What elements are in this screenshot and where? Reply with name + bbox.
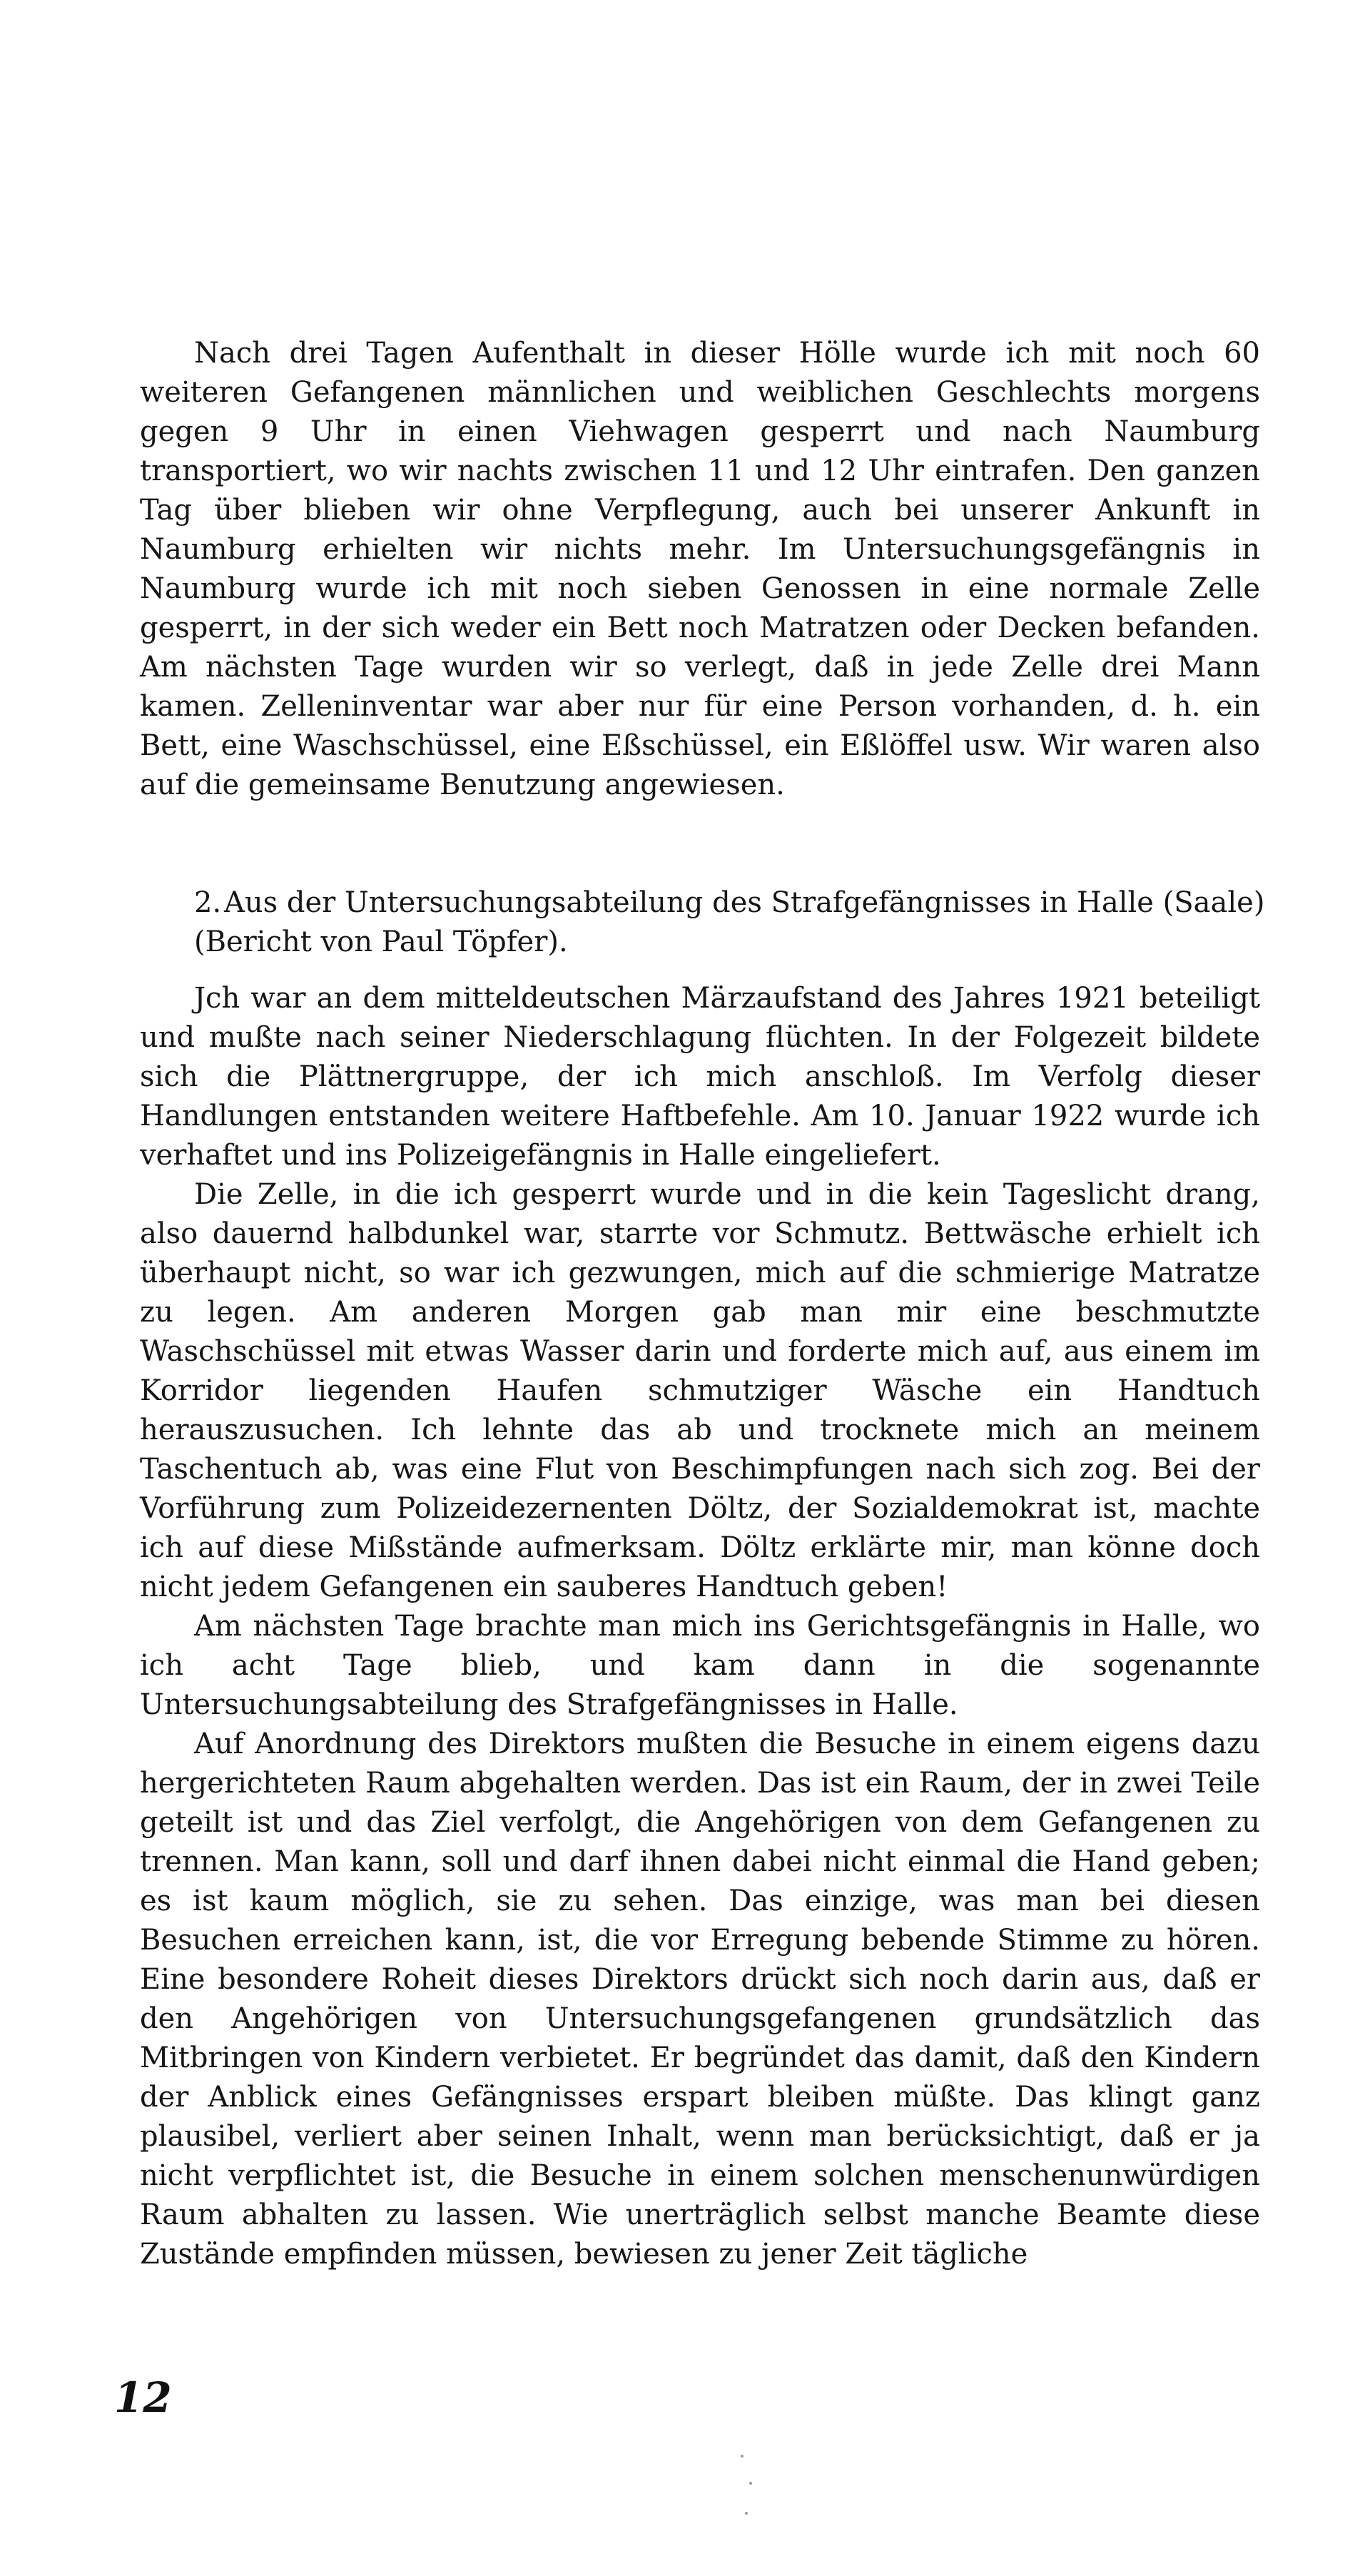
scan-speck (745, 2512, 748, 2515)
section-title: Aus der Untersuchungsabteilung des Strafgefängnisses in Halle (Saale) (Bericht von Paul Töpfer). (194, 886, 1265, 958)
text-block-top (140, 334, 1260, 805)
paragraph-section-3: Am nächsten Tage brachte man mich ins Gerichtsgefängnis in Halle, wo ich acht Tage blieb, und kam dann in die sogenannte Untersuchungsabteilung des Strafgefängnisses in Halle. (140, 1610, 1260, 1721)
paragraph-section-2: Die Zelle, in die ich gesperrt wurde und in die kein Tageslicht drang, also dauernd halbdunkel war, starrte vor Schmutz. Bettwäsche erhielt ich überhaupt nicht, so war ich gezwungen, mich auf die schmierige Matratze zu legen. Am anderen Morgen gab man mir eine beschmutzte Waschschüssel mit etwas Wasser darin und forderte mich auf, aus einem im Korridor liegenden Haufen schmutziger Wäsche ein Handtuch herauszusuchen. Ich lehnte das ab und trocknete mich an meinem Taschentuch ab, was eine Flut von Beschimpfungen nach sich zog. Bei der Vorführung zum Polizeidezernenten Döltz, der Sozialdemokrat ist, machte ich auf diese Mißstände aufmerksam. Döltz erklärte mir, man könne doch nicht jedem Gefangenen ein sauberes Handtuch geben! (140, 1178, 1260, 1603)
text-block-section (140, 979, 1260, 2274)
page-number: 12 (114, 2373, 172, 2422)
section-number: 2. (194, 886, 222, 919)
paragraph-section-4: Auf Anordnung des Direktors mußten die Besuche in einem eigens dazu hergerichteten Raum abgehalten werden. Das ist ein Raum, der in zwei Teile geteilt ist und das Ziel verfolgt, die Angehörigen von dem Gefangenen zu trennen. Man kann, soll und darf ihnen dabei nicht einmal die Hand geben; es ist kaum möglich, sie zu sehen. Das einzige, was man bei diesen Besuchen erreichen kann, ist, die vor Erregung bebende Stimme zu hören. Eine besondere Roheit dieses Direktors drückt sich noch darin aus, daß er den Angehörigen von Untersuchungsgefangenen grundsätzlich das Mitbringen von Kindern verbietet. Er begründet das damit, daß den Kindern der Anblick eines Gefängnisses erspart bleiben müßte. Das klingt ganz plausibel, verliert aber seinen Inhalt, wenn man berücksichtigt, daß er ja nicht verpflichtet ist, die Besuche in einem solchen menschenunwürdigen Raum abhalten zu lassen. Wie unerträglich selbst manche Beamte diese Zustände empfinden müssen, bewiesen zu jener Zeit tägliche (140, 1728, 1260, 2271)
section-heading (140, 883, 1314, 962)
scan-speck (741, 2455, 744, 2458)
paragraph-top-1: Nach drei Tagen Aufenthalt in dieser Hölle wurde ich mit noch 60 weiteren Gefangenen männlichen und weiblichen Geschlechts morgens gegen 9 Uhr in einen Viehwagen gesperrt und nach Naumburg transportiert, wo wir nachts zwischen 11 und 12 Uhr eintrafen. Den ganzen Tag über blieben wir ohne Verpflegung, auch bei unserer Ankunft in Naumburg erhielten wir nichts mehr. Im Untersuchungsgefängnis in Naumburg wurde ich mit noch sieben Genossen in eine normale Zelle gesperrt, in der sich weder ein Bett noch Matratzen oder Decken befanden. Am nächsten Tage wurden wir so verlegt, daß in jede Zelle drei Mann kamen. Zelleninventar war aber nur für eine Person vorhanden, d. h. ein Bett, eine Waschschüssel, eine Eßschüssel, ein Eßlöffel usw. Wir waren also auf die gemeinsame Benutzung angewiesen. (140, 337, 1260, 801)
paragraph-section-1: Jch war an dem mitteldeutschen Märzaufstand des Jahres 1921 beteiligt und mußte nach seiner Niederschlagung flüchten. In der Folgezeit bildete sich die Plättnergruppe, der ich mich anschloß. Im Verfolg dieser Handlungen entstanden weitere Haftbefehle. Am 10. Januar 1922 wurde ich verhaftet und ins Polizeigefängnis in Halle eingeliefert. (140, 982, 1260, 1172)
scan-speck (749, 2482, 752, 2485)
